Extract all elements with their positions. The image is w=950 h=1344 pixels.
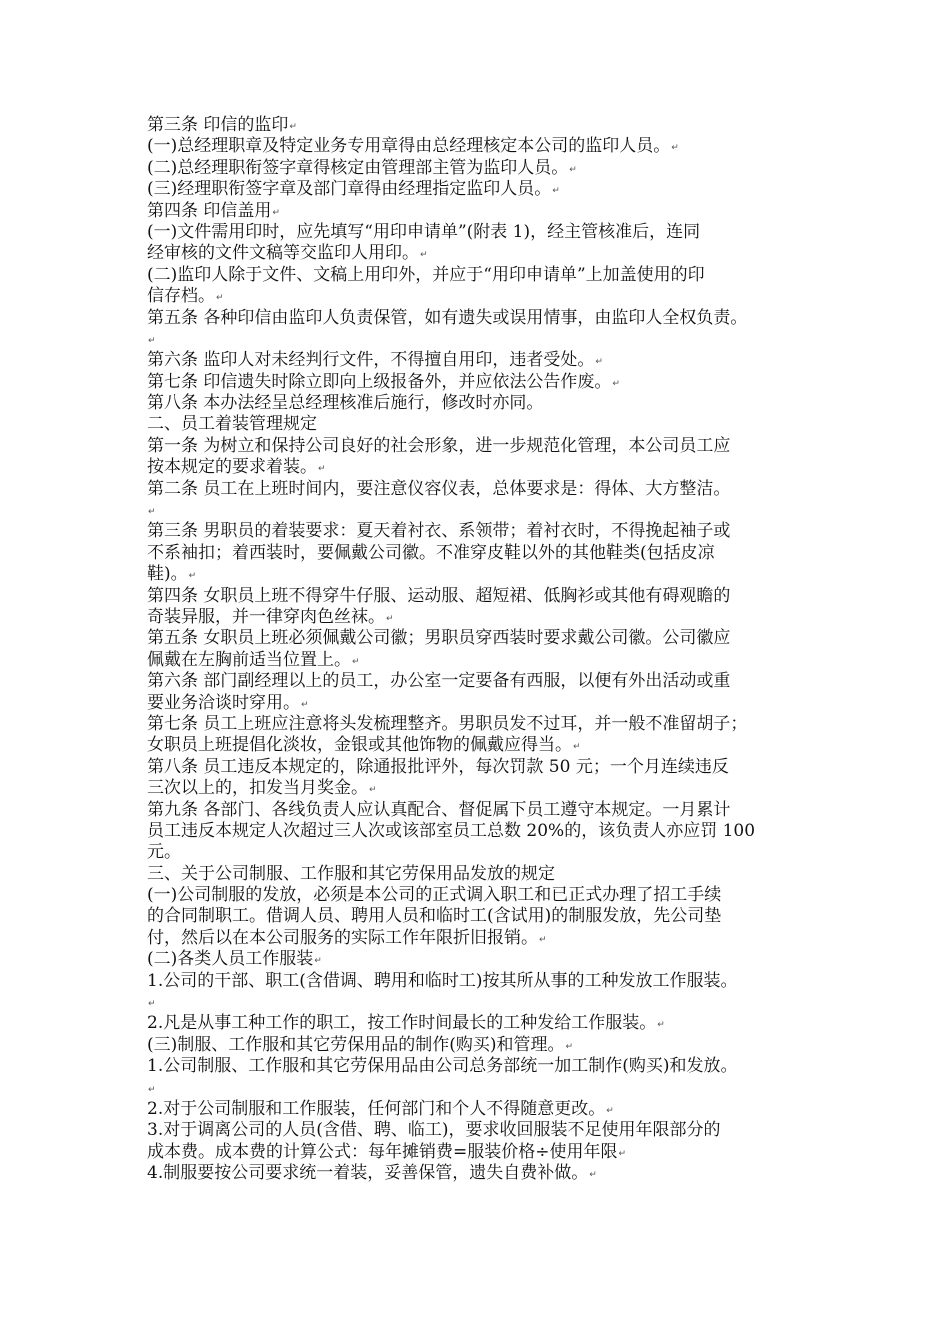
- line-text: (一)总经理职章及特定业务专用章得由总经理核定本公司的监印人员。: [147, 136, 671, 157]
- text-line: [147, 671, 827, 692]
- paragraph-mark-icon: ↵: [386, 613, 394, 624]
- paragraph-mark-icon: ↵: [148, 1084, 156, 1095]
- text-line: [147, 1013, 827, 1034]
- line-text: 第六条 监印人对未经判行文件，不得擅自用印，违者受处。: [147, 350, 595, 371]
- paragraph-mark-icon: ↵: [573, 742, 581, 753]
- text-line: [147, 479, 827, 500]
- paragraph-mark-icon: ↵: [289, 122, 297, 132]
- paragraph-mark-icon: ↵: [618, 1148, 627, 1159]
- line-text: 3.对于调离公司的人员(含借、聘、临工)，要求收回服装不足使用年限部分的: [147, 1120, 721, 1141]
- text-line: [147, 393, 827, 414]
- text-line: [147, 928, 827, 949]
- line-text: (二)各类人员工作服装: [147, 949, 314, 970]
- text-line: [147, 521, 827, 542]
- text-line: [147, 821, 827, 842]
- text-line: [147, 864, 827, 885]
- text-line: [147, 778, 827, 799]
- text-line: [147, 885, 827, 906]
- text-line: [147, 1035, 827, 1056]
- paragraph-mark-icon: ↵: [272, 207, 280, 218]
- line-text: (二)监印人除于文件、文稿上用印外，并应于“用印申请单”上加盖使用的印: [147, 264, 705, 285]
- text-line: [147, 500, 827, 521]
- line-text: 第四条 女职员上班不得穿牛仔服、运动服、超短裙、低胸衫或其他有碍观瞻的: [147, 585, 731, 606]
- text-line: [147, 1120, 827, 1141]
- paragraph-mark-icon: ↵: [188, 571, 197, 582]
- text-line: [147, 350, 827, 371]
- text-line: [147, 436, 827, 457]
- line-text: 员工违反本规定人次超过三人次或该部室员工总数 20%的，该负责人亦应罚 100: [147, 820, 756, 841]
- line-text: 经审核的文件文稿等交监印人用印。: [147, 243, 419, 264]
- text-line: [147, 714, 827, 735]
- line-text: 第三条 男职员的着装要求：夏天着衬衣、系领带；着衬衣时，不得挽起袖子或: [147, 521, 731, 542]
- text-line: [147, 201, 827, 222]
- line-text: 要业务洽谈时穿用。: [147, 692, 300, 713]
- paragraph-mark-icon: ↵: [148, 507, 156, 518]
- text-line: [147, 992, 827, 1013]
- line-text: 第六条 部门副经理以上的员工，办公室一定要备有西服，以便有外出活动或重: [147, 671, 731, 692]
- line-text: 信存档。: [147, 286, 215, 307]
- paragraph-mark-icon: ↵: [148, 335, 156, 346]
- paragraph-mark-icon: ↵: [301, 699, 309, 710]
- text-line: [147, 457, 827, 478]
- text-line: [147, 949, 827, 970]
- line-text: 佩戴在左胸前适当位置上。: [147, 649, 351, 670]
- text-line: [147, 414, 827, 435]
- text-line: [147, 179, 827, 200]
- paragraph-mark-icon: ↵: [569, 164, 577, 175]
- line-text: 1.公司的干部、职工(含借调、聘用和临时工)按其所从事的工种发放工作服装。: [147, 970, 738, 991]
- text-line: [147, 564, 827, 585]
- line-text: 第二条 员工在上班时间内，要注意仪容仪表，总体要求是：得体、大方整洁。: [147, 478, 731, 499]
- line-text: 二、员工着装管理规定: [147, 414, 317, 435]
- line-text: 第八条 本办法经呈总经理核准后施行，修改时亦同。: [147, 393, 544, 414]
- line-text: 第三条 印信的监印: [147, 115, 289, 135]
- text-line: [147, 243, 827, 264]
- line-text: (二)总经理职衔签字章得核定由管理部主管为监印人员。: [147, 157, 569, 178]
- line-text: 女职员上班提倡化淡妆，金银或其他饰物的佩戴应得当。: [147, 735, 572, 756]
- paragraph-mark-icon: ↵: [216, 293, 224, 304]
- text-line: [147, 1078, 827, 1099]
- line-text: 奇装异服，并一律穿肉色丝袜。: [147, 606, 385, 627]
- text-line: [147, 308, 827, 329]
- line-text: 2.对于公司制服和工作服装，任何部门和个人不得随意更改。: [147, 1098, 606, 1119]
- line-text: 第一条 为树立和保持公司良好的社会形象，进一步规范化管理，本公司员工应: [147, 435, 731, 456]
- paragraph-mark-icon: ↵: [539, 934, 547, 945]
- paragraph-mark-icon: ↵: [352, 656, 360, 667]
- text-line: [147, 1056, 827, 1077]
- paragraph-mark-icon: ↵: [657, 1020, 665, 1031]
- text-line: [147, 971, 827, 992]
- line-text: (三)经理职衔签字章及部门章得由经理指定监印人员。: [147, 179, 552, 200]
- text-line: [147, 1099, 827, 1120]
- text-line: [147, 906, 827, 927]
- text-line: [147, 800, 827, 821]
- text-line: [147, 329, 827, 350]
- text-line: [147, 693, 827, 714]
- paragraph-mark-icon: ↵: [318, 464, 326, 475]
- line-text: 付，然后以在本公司服务的实际工作年限折旧报销。: [147, 927, 538, 948]
- text-line: [147, 158, 827, 179]
- paragraph-mark-icon: ↵: [565, 1041, 574, 1052]
- text-line: [147, 265, 827, 286]
- text-line: [147, 628, 827, 649]
- line-text: 元。: [147, 842, 181, 863]
- paragraph-mark-icon: ↵: [671, 143, 679, 154]
- line-text: 4.制服要按公司要求统一着装，妥善保管，遗失自费补做。: [147, 1163, 589, 1184]
- text-line: [147, 650, 827, 671]
- document-body: [147, 115, 827, 1185]
- line-text: (三)制服、工作服和其它劳保用品的制作(购买)和管理。: [147, 1034, 565, 1055]
- line-text: 的合同制职工。借调人员、聘用人员和临时工(含试用)的制服发放，先公司垫: [147, 906, 722, 927]
- line-text: 三次以上的，扣发当月奖金。: [147, 778, 368, 799]
- line-text: 第八条 员工违反本规定的，除通报批评外，每次罚款 50 元；一个月连续违反: [147, 756, 729, 777]
- text-line: [147, 543, 827, 564]
- line-text: 按本规定的要求着装。: [147, 457, 317, 478]
- paragraph-mark-icon: ↵: [314, 956, 322, 967]
- paragraph-mark-icon: ↵: [595, 357, 603, 368]
- text-line: [147, 136, 827, 157]
- line-text: 成本费。成本费的计算公式：每年摊销费=服装价格÷使用年限: [147, 1141, 618, 1162]
- text-line: [147, 372, 827, 393]
- line-text: 鞋)。: [147, 564, 188, 585]
- line-text: 不系袖扣；着西装时，要佩戴公司徽。不准穿皮鞋以外的其他鞋类(包括皮凉: [147, 542, 715, 563]
- paragraph-mark-icon: ↵: [369, 785, 377, 796]
- line-text: 第五条 女职员上班必须佩戴公司徽；男职员穿西装时要求戴公司徽。公司徽应: [147, 628, 731, 649]
- text-line: [147, 842, 827, 863]
- line-text: 三、关于公司制服、工作服和其它劳保用品发放的规定: [147, 863, 555, 884]
- paragraph-mark-icon: ↵: [148, 999, 156, 1010]
- text-line: [147, 1142, 827, 1163]
- text-line: [147, 222, 827, 243]
- text-line: [147, 757, 827, 778]
- text-line: [147, 115, 827, 136]
- line-text: 2.凡是从事工种工作的职工，按工作时间最长的工种发给工作服装。: [147, 1013, 657, 1034]
- text-line: [147, 586, 827, 607]
- line-text: 第七条 印信遗失时除立即向上级报备外，并应依法公告作废。: [147, 371, 612, 392]
- paragraph-mark-icon: ↵: [606, 1105, 614, 1116]
- line-text: 第五条 各种印信由监印人负责保管，如有遗失或误用情事，由监印人全权负责。: [147, 307, 748, 328]
- line-text: 第四条 印信盖用: [147, 200, 272, 221]
- paragraph-mark-icon: ↵: [552, 186, 560, 197]
- text-line: [147, 735, 827, 756]
- text-line: [147, 1163, 827, 1184]
- line-text: (一)文件需用印时，应先填写“用印申请单”(附表 1)，经主管核准后，连同: [147, 221, 701, 242]
- line-text: 第七条 员工上班应注意将头发梳理整齐。男职员发不过耳，并一般不准留胡子；: [147, 713, 748, 734]
- paragraph-mark-icon: ↵: [612, 378, 620, 389]
- line-text: (一)公司制服的发放，必须是本公司的正式调入职工和已正式办理了招工手续: [147, 885, 722, 906]
- paragraph-mark-icon: ↵: [420, 250, 428, 261]
- line-text: 1.公司制服、工作服和其它劳保用品由公司总务部统一加工制作(购买)和发放。: [147, 1056, 738, 1077]
- paragraph-mark-icon: ↵: [589, 1170, 597, 1181]
- text-line: [147, 607, 827, 628]
- text-line: [147, 286, 827, 307]
- line-text: 第九条 各部门、各线负责人应认真配合、督促属下员工遵守本规定。一月累计: [147, 799, 731, 820]
